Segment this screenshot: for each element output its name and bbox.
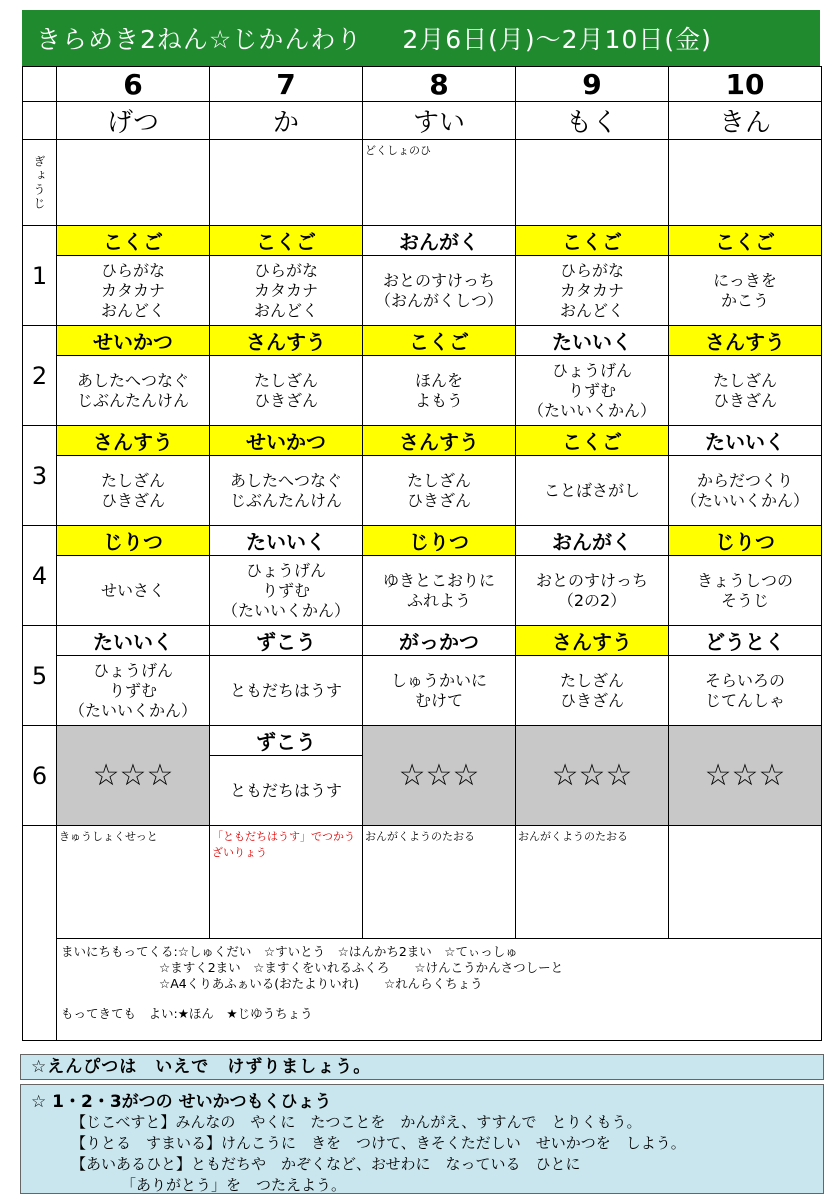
subject-cell: おんがく (516, 526, 669, 556)
subject-cell: こくご (57, 226, 210, 256)
content-line: よもう (414, 390, 463, 410)
goal-line: 【りとる すまいる】けんこうに きを つけて、きそくただしい せいかつを しよう。 (71, 1134, 686, 1152)
subject-cell: さんすう (57, 426, 210, 456)
content-line: じぶんたんけん (76, 390, 189, 410)
bring-line: ☆A4くりあふぁいる(おたよりいれ) ☆れんらくちょう (159, 976, 483, 991)
content-cell (210, 556, 363, 626)
period-content-row (23, 556, 822, 626)
content-cell (669, 556, 822, 626)
event-note (669, 140, 822, 226)
note-cell: おんがくようのたおる (363, 826, 516, 939)
subject-cell: さんすう (516, 626, 669, 656)
content-line: たしざん (253, 370, 318, 390)
subject-cell: こくご (669, 226, 822, 256)
content-cell (669, 456, 822, 526)
subject-cell: さんすう (669, 326, 822, 356)
content-line: おんどく (253, 300, 318, 320)
day-number: 10 (669, 67, 822, 102)
subject-cell: たいいく (669, 426, 822, 456)
content-line: かこう (720, 290, 769, 310)
content-line: （たいいくかん） (527, 400, 656, 420)
corner-cell (23, 102, 57, 140)
goals-title: ☆ 1・2・3がつの せいかつもくひょう (31, 1092, 332, 1112)
content-cell (363, 256, 516, 326)
period-content-row (23, 456, 822, 526)
content-line: じてんしゃ (704, 690, 785, 710)
day-number: 6 (57, 67, 210, 102)
content-line: たしざん (406, 470, 471, 490)
content-line: りずむ (108, 680, 157, 700)
notes-row (23, 826, 822, 939)
content-line: そうじ (720, 590, 769, 610)
subject-cell: ずこう (210, 626, 363, 656)
content-cell (516, 656, 669, 726)
content-cell (210, 656, 363, 726)
content-cell (363, 456, 516, 526)
content-line: たしざん (559, 670, 624, 690)
event-label: ぎょうじ (32, 154, 46, 211)
content-line: ひきざん (406, 490, 471, 510)
day-name: げつ (57, 102, 210, 140)
no-class-stars: ☆☆☆ (57, 726, 210, 826)
subject-cell: さんすう (363, 426, 516, 456)
page-header (22, 10, 820, 66)
content-cell (516, 256, 669, 326)
no-class-stars: ☆☆☆ (363, 726, 516, 826)
content-line: ふれよう (406, 590, 471, 610)
day-name: か (210, 102, 363, 140)
content-cell (210, 456, 363, 526)
note-cell: きゅうしょくせっと (57, 826, 210, 939)
content-line: カタカナ (100, 280, 165, 300)
content-cell (669, 256, 822, 326)
content-line: せいさく (100, 580, 165, 600)
subject-cell: じりつ (57, 526, 210, 556)
period-subject-row (23, 726, 822, 756)
content-line: にっきを (713, 270, 777, 290)
content-cell (210, 356, 363, 426)
subject-cell: じりつ (669, 526, 822, 556)
page-title: きらめき2ねん☆じかんわり (36, 25, 363, 54)
subject-cell: せいかつ (210, 426, 363, 456)
content-line: ほんを (414, 370, 463, 390)
content-line: りずむ (567, 380, 616, 400)
note-cell (669, 826, 822, 939)
goal-line: 「ありがとう」を つたえよう。 (121, 1176, 347, 1194)
notes-side-cell (23, 826, 57, 1041)
content-line: ひらがな (100, 260, 165, 280)
period-subject-row (23, 626, 822, 656)
content-line: ひょうげん (92, 660, 173, 680)
content-cell (57, 456, 210, 526)
content-line: ゆきとこおりに (382, 570, 495, 590)
content-cell (57, 656, 210, 726)
period-number: 6 (23, 726, 57, 826)
content-cell (669, 656, 822, 726)
period-subject-row (23, 426, 822, 456)
content-line: カタカナ (253, 280, 318, 300)
bring-line: ☆ますく2まい ☆ますくをいれるふくろ ☆けんこうかんさつしーと (159, 960, 564, 975)
timetable (22, 66, 822, 1041)
period-content-row (23, 356, 822, 426)
period-number: 5 (23, 626, 57, 726)
content-cell (516, 456, 669, 526)
event-row (23, 140, 822, 226)
content-line: りずむ (261, 580, 310, 600)
content-line: おとのすけっち (382, 270, 495, 290)
event-note (57, 140, 210, 226)
content-line: むけて (414, 690, 463, 710)
day-number: 7 (210, 67, 363, 102)
content-line: ひょうげん (551, 360, 632, 380)
period-number: 4 (23, 526, 57, 626)
day-name: すい (363, 102, 516, 140)
content-line: しゅうかいに (390, 670, 487, 690)
date-range: 2月6日(月)～2月10日(金) (402, 25, 712, 54)
content-line: カタカナ (559, 280, 624, 300)
content-line: きょうしつの (696, 570, 793, 590)
note-cell: 「ともだちはうす」でつかうざいりょう (210, 826, 363, 939)
period-content-row (23, 256, 822, 326)
note-cell: おんがくようのたおる (516, 826, 669, 939)
optional-bring-line: もってきても よい:★ほん ★じゆうちょう (61, 1006, 313, 1021)
corner-cell (23, 67, 57, 102)
subject-cell: こくご (363, 326, 516, 356)
bring-cell (57, 939, 822, 1041)
subject-cell: こくご (516, 426, 669, 456)
content-line: （たいいくかん） (680, 490, 809, 510)
bring-row (23, 939, 822, 1041)
content-line: ともだちはうす (229, 680, 342, 700)
content-cell (669, 356, 822, 426)
content-line: ひきざん (253, 390, 318, 410)
content-cell (57, 256, 210, 326)
content-line: おんどく (559, 300, 624, 320)
content-cell (57, 556, 210, 626)
content-cell (516, 356, 669, 426)
no-class-stars: ☆☆☆ (669, 726, 822, 826)
content-cell (516, 556, 669, 626)
content-line: ひょうげん (245, 560, 326, 580)
content-line: あしたへつなぐ (229, 470, 342, 490)
subject-cell: たいいく (516, 326, 669, 356)
content-line: （たいいくかん） (221, 600, 350, 620)
content-line: （2の2） (557, 590, 627, 610)
subject-cell: さんすう (210, 326, 363, 356)
content-cell (363, 356, 516, 426)
content-cell (210, 256, 363, 326)
day-number: 8 (363, 67, 516, 102)
content-line: ことばさがし (543, 480, 640, 500)
period-subject-row (23, 326, 822, 356)
content-cell (363, 556, 516, 626)
goal-line: 【あいあるひと】ともだちや かぞくなど、おせわに なっている ひとに (71, 1155, 581, 1173)
content-line: じぶんたんけん (229, 490, 342, 510)
period-subject-row (23, 226, 822, 256)
event-note (516, 140, 669, 226)
content-cell (57, 356, 210, 426)
goals-banner (20, 1084, 824, 1194)
period-subject-row (23, 526, 822, 556)
content-line: ひきざん (559, 690, 624, 710)
subject-cell: おんがく (363, 226, 516, 256)
content-cell (363, 656, 516, 726)
subject-cell: せいかつ (57, 326, 210, 356)
day-name: もく (516, 102, 669, 140)
subject-cell: たいいく (57, 626, 210, 656)
content-line: そらいろの (704, 670, 785, 690)
subject-cell: じりつ (363, 526, 516, 556)
subject-cell: たいいく (210, 526, 363, 556)
event-label-cell (23, 140, 57, 226)
content-line: おんどく (100, 300, 165, 320)
event-note: どくしょのひ (363, 140, 516, 226)
goal-line: 【じこべすと】みんなの やくに たつことを かんがえ、すすんで とりくもう。 (71, 1113, 642, 1131)
day-name-row (23, 102, 822, 140)
content-cell: ともだちはうす (210, 756, 363, 826)
day-number: 9 (516, 67, 669, 102)
content-line: ひらがな (253, 260, 318, 280)
subject-cell: どうとく (669, 626, 822, 656)
content-line: あしたへつなぐ (76, 370, 189, 390)
subject-cell: こくご (210, 226, 363, 256)
content-line: たしざん (100, 470, 165, 490)
day-number-row (23, 67, 822, 102)
content-line: からだつくり (696, 470, 793, 490)
bring-line: まいにちもってくる:☆しゅくだい ☆すいとう ☆はんかち2まい ☆てぃっしゅ (61, 944, 518, 959)
pencil-banner: ☆えんぴつは いえで けずりましょう。 (20, 1054, 824, 1080)
period-number: 2 (23, 326, 57, 426)
subject-cell: がっかつ (363, 626, 516, 656)
content-line: ひらがな (559, 260, 624, 280)
content-line: ひきざん (712, 390, 777, 410)
content-line: （たいいくかん） (68, 700, 197, 720)
no-class-stars: ☆☆☆ (516, 726, 669, 826)
content-line: おとのすけっち (535, 570, 648, 590)
content-line: ひきざん (100, 490, 165, 510)
content-line: たしざん (712, 370, 777, 390)
period-number: 3 (23, 426, 57, 526)
day-name: きん (669, 102, 822, 140)
event-note (210, 140, 363, 226)
content-line: （おんがくしつ） (374, 290, 503, 310)
period-number: 1 (23, 226, 57, 326)
period-content-row (23, 656, 822, 726)
subject-cell: こくご (516, 226, 669, 256)
subject-cell: ずこう (210, 726, 363, 756)
